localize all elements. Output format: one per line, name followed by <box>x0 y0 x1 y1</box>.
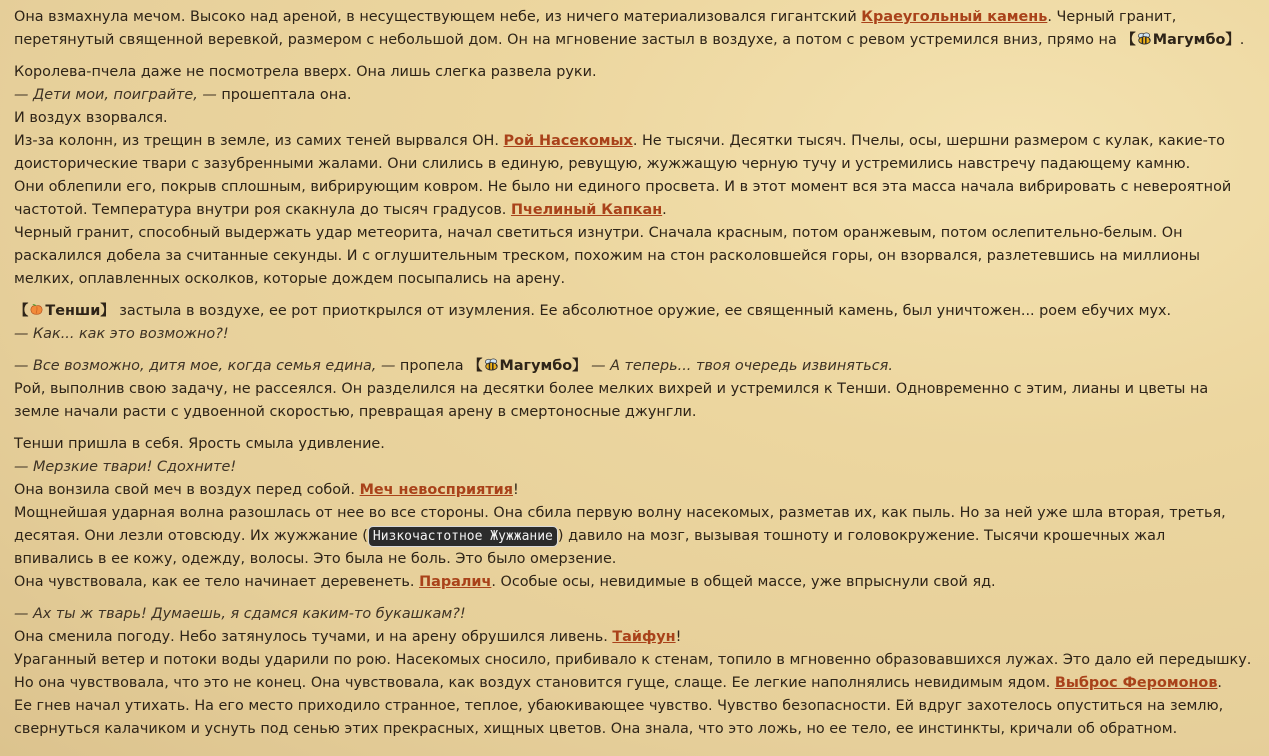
text-line: — Дети мои, поиграйте, — прошептала она. <box>14 87 352 103</box>
skill-link-paralysis[interactable]: Паралич <box>419 574 492 590</box>
text-line: десятая. Они лезли отовсюду. Их жужжание ( Низкочастотное Жужжание ) давило на мозг, вызывая тошноту и головокружение. Тысячи крошечных жал <box>14 525 1255 548</box>
skill-link-sword-of-imperception[interactable]: Меч невосприятия <box>359 482 513 498</box>
dialogue-text: — Все возможно, дитя мое, когда семья едина, — <box>14 358 396 374</box>
bee-icon <box>1137 32 1152 45</box>
dialogue-line: — Ах ты ж тварь! Думаешь, я сдамся каким-то букашкам?! <box>14 606 466 622</box>
text-line: Тенши пришла в себя. Ярость смыла удивление. <box>14 436 385 452</box>
paragraph <box>14 433 1255 594</box>
text-line: Но она чувствовала, что это не конец. Она чувствовала, как воздух становится гуще, слаще. Ее легкие наполнялись невидимым ядом. Выброс Феромонов. <box>14 675 1222 691</box>
tooltip-low-frequency-buzz[interactable]: Низкочастотное Жужжание <box>368 526 558 547</box>
peach-icon <box>29 303 44 316</box>
skill-link-typhoon[interactable]: Тайфун <box>612 629 676 645</box>
character-tag-tenshi: 【 Тенши】 <box>14 303 115 319</box>
paragraph <box>14 61 1255 291</box>
text-line: Ее гнев начал утихать. На его место приходило странное, теплое, убаюкивающее чувство. Чувство безопасности. Ей вдруг захотелось опуститься на землю, <box>14 698 1224 714</box>
skill-link-insect-swarm[interactable]: Рой Насекомых <box>503 133 633 149</box>
text-line: Ураганный ветер и потоки воды ударили по рою. Насекомых сносило, прибивало к стенам, топило в мгновенно образовавшихся лужах. Это дало ей передышку. <box>14 652 1252 668</box>
dialogue-line: — Мерзкие твари! Сдохните! <box>14 459 237 475</box>
text-line: доисторические твари с зазубренными жалами. Они слились в единую, ревущую, жужжащую черную тучу и устремились навстречу падающему камню. <box>14 156 1191 172</box>
text-line: свернуться калачиком и уснуть под сенью этих прекрасных, хищных цветов. Она знала, что это ложь, но ее тело, ее инстинкты, кричали об обратном. <box>14 721 1178 737</box>
text-line: Она сменила погоду. Небо затянулось тучами, и на арену обрушился ливень. Тайфун! <box>14 629 682 645</box>
bee-icon <box>484 358 499 371</box>
text-line: Она вонзила свой меч в воздух перед собой. Меч невосприятия! <box>14 482 519 498</box>
paragraph <box>14 6 1255 52</box>
text-line: мелких, оплавленных осколков, которые дождем посыпались на арену. <box>14 271 566 287</box>
text-line: Она чувствовала, как ее тело начинает деревенеть. Паралич. Особые осы, невидимые в общей массе, уже впрыснули свой яд. <box>14 574 996 590</box>
dialogue-text: — А теперь... твоя очередь извиняться. <box>586 358 893 374</box>
dialogue-text: — Дети мои, поиграйте, — <box>14 87 217 103</box>
text-line: Черный гранит, способный выдержать удар метеорита, начал светиться изнутри. Сначала красным, потом оранжевым, потом ослепительно-белым. Он <box>14 225 1183 241</box>
text-line: Мощнейшая ударная волна разошлась от нее во все стороны. Она сбила первую волну насекомых, разметав их, как пыль. Но за ней уже шла вторая, третья, <box>14 505 1226 521</box>
text-line: И воздух взорвался. <box>14 110 168 126</box>
text-line: частотой. Температура внутри роя скакнула до тысяч градусов. Пчелиный Капкан. <box>14 202 667 218</box>
paragraph <box>14 300 1255 346</box>
text-line: Она взмахнула мечом. Высоко над ареной, в несуществующем небе, из ничего материализовался гигантский Краеугольный камень. Черный гранит, <box>14 9 1177 25</box>
dialogue-line: — Как... как это возможно?! <box>14 326 229 342</box>
text-line: Рой, выполнив свою задачу, не рассеялся. Он разделился на десятки более мелких вихрей и устремился к Тенши. Одновременно с этим, лианы и цветы на <box>14 381 1209 397</box>
text-line: — Все возможно, дитя мое, когда семья едина, — пропела 【 Магумбо】 — А теперь... твоя очередь извиняться. <box>14 358 893 374</box>
text-line: Королева-пчела даже не посмотрела вверх. Она лишь слегка развела руки. <box>14 64 597 80</box>
paragraph <box>14 603 1255 741</box>
skill-link-bee-trap[interactable]: Пчелиный Капкан <box>510 202 663 218</box>
text-line: Из-за колонн, из трещин в земле, из самих теней вырвался ОН. Рой Насекомых. Не тысячи. Десятки тысяч. Пчелы, осы, шершни размером с кулак, какие-то <box>14 133 1225 149</box>
text-line: впивались в ее кожу, одежду, волосы. Это была не боль. Это было омерзение. <box>14 551 617 567</box>
text-line: раскалился добела за считанные секунды. И с оглушительным треском, похожим на стон расколовшейся горы, он взорвался, разлетевшись на миллионы <box>14 248 1200 264</box>
skill-link-pheromone-release[interactable]: Выброс Феромонов <box>1054 675 1218 691</box>
skill-link-cornerstone[interactable]: Краеугольный камень <box>861 9 1048 25</box>
text-line: перетянутый священной веревкой, размером с небольшой дом. Он на мгновение застыл в воздухе, а потом с ревом устремился вниз, прямо на 【 Магумбо】. <box>14 32 1245 48</box>
character-tag-magumbo: 【 Магумбо】 <box>1121 32 1240 48</box>
text-line: 【 Тенши】 застыла в воздухе, ее рот приоткрылся от изумления. Ее абсолютное оружие, ее священный камень, был уничтожен... роем ебучих мух. <box>14 303 1172 319</box>
text-line: земле начали расти с удвоенной скоростью, превращая арену в смертоносные джунгли. <box>14 404 697 420</box>
paragraph <box>14 355 1255 424</box>
character-tag-magumbo: 【 Магумбо】 <box>468 358 587 374</box>
text-line: Они облепили его, покрыв сплошным, вибрирующим ковром. Не было ни единого просвета. И в этот момент вся эта масса начала вибрировать с невероятной <box>14 179 1232 195</box>
